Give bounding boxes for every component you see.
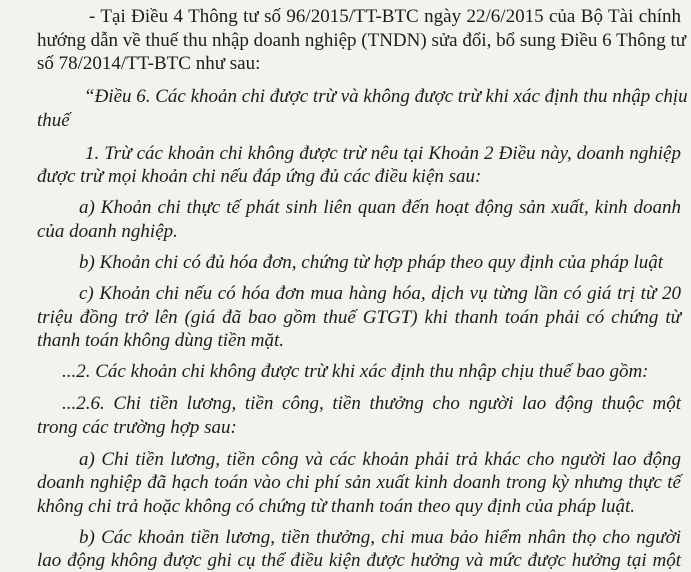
paragraph-3-line-1: 1. Trừ các khoản chi không được trừ nêu tại Khoản 2 Điều này, doanh nghiệp — [85, 143, 681, 164]
article-heading-line-1: “Điều 6. Các khoản chi được trừ và không được trừ khi xác định thu nhập chịu — [84, 86, 688, 107]
paragraph-1-line-2: hướng dẫn về thuế thu nhập doanh nghiệp (TNDN) sửa đổi, bổ sung Điều 6 Thông tư — [37, 30, 687, 51]
paragraph-9-line-3: không chi trả hoặc không có chứng từ thanh toán theo quy định của pháp luật. — [37, 496, 636, 517]
paragraph-1-line-3: số 78/2014/TT-BTC như sau: — [37, 53, 261, 74]
paragraph-9-line-1: a) Chi tiền lương, tiền công và các khoản phải trả khác cho người lao động — [79, 449, 681, 470]
paragraph-5-line-1: b) Khoản chi có đủ hóa đơn, chứng từ hợp pháp theo quy định của pháp luật — [79, 252, 664, 273]
paragraph-1-line-1: - Tại Điều 4 Thông tư số 96/2015/TT-BTC ngày 22/6/2015 của Bộ Tài chính — [89, 6, 681, 27]
paragraph-9-line-2: doanh nghiệp đã hạch toán vào chi phí sản xuất kinh doanh trong kỳ nhưng thực tế — [37, 472, 681, 493]
paragraph-3-line-2: được trừ mọi khoản chi nếu đáp ứng đủ các điều kiện sau: — [37, 166, 482, 187]
paragraph-6-line-1: c) Khoản chi nếu có hóa đơn mua hàng hóa, dịch vụ từng lần có giá trị từ 20 — [79, 283, 681, 304]
paragraph-10-line-2: lao động không được ghi cụ thể điều kiện được hưởng và mức được hưởng tại một — [37, 550, 681, 571]
paragraph-6-line-2: triệu đồng trở lên (giá đã bao gồm thuế GTGT) khi thanh toán phải có chứng từ — [37, 307, 681, 328]
paragraph-6-line-3: thanh toán không dùng tiền mặt. — [37, 330, 284, 351]
paragraph-8-line-2: trong các trường hợp sau: — [37, 417, 237, 438]
paragraph-8-line-1: ...2.6. Chi tiền lương, tiền công, tiền thưởng cho người lao động thuộc một — [62, 393, 681, 414]
article-heading-line-2: thuế — [37, 110, 70, 131]
paragraph-10-line-1: b) Các khoản tiền lương, tiền thưởng, chi mua bảo hiểm nhân thọ cho người — [79, 527, 681, 548]
paragraph-4-line-2: của doanh nghiệp. — [37, 221, 178, 242]
paragraph-4-line-1: a) Khoản chi thực tế phát sinh liên quan đến hoạt động sản xuất, kinh doanh — [79, 197, 681, 218]
paragraph-7-line-1: ...2. Các khoản chi không được trừ khi xác định thu nhập chịu thuế bao gồm: — [62, 361, 649, 382]
